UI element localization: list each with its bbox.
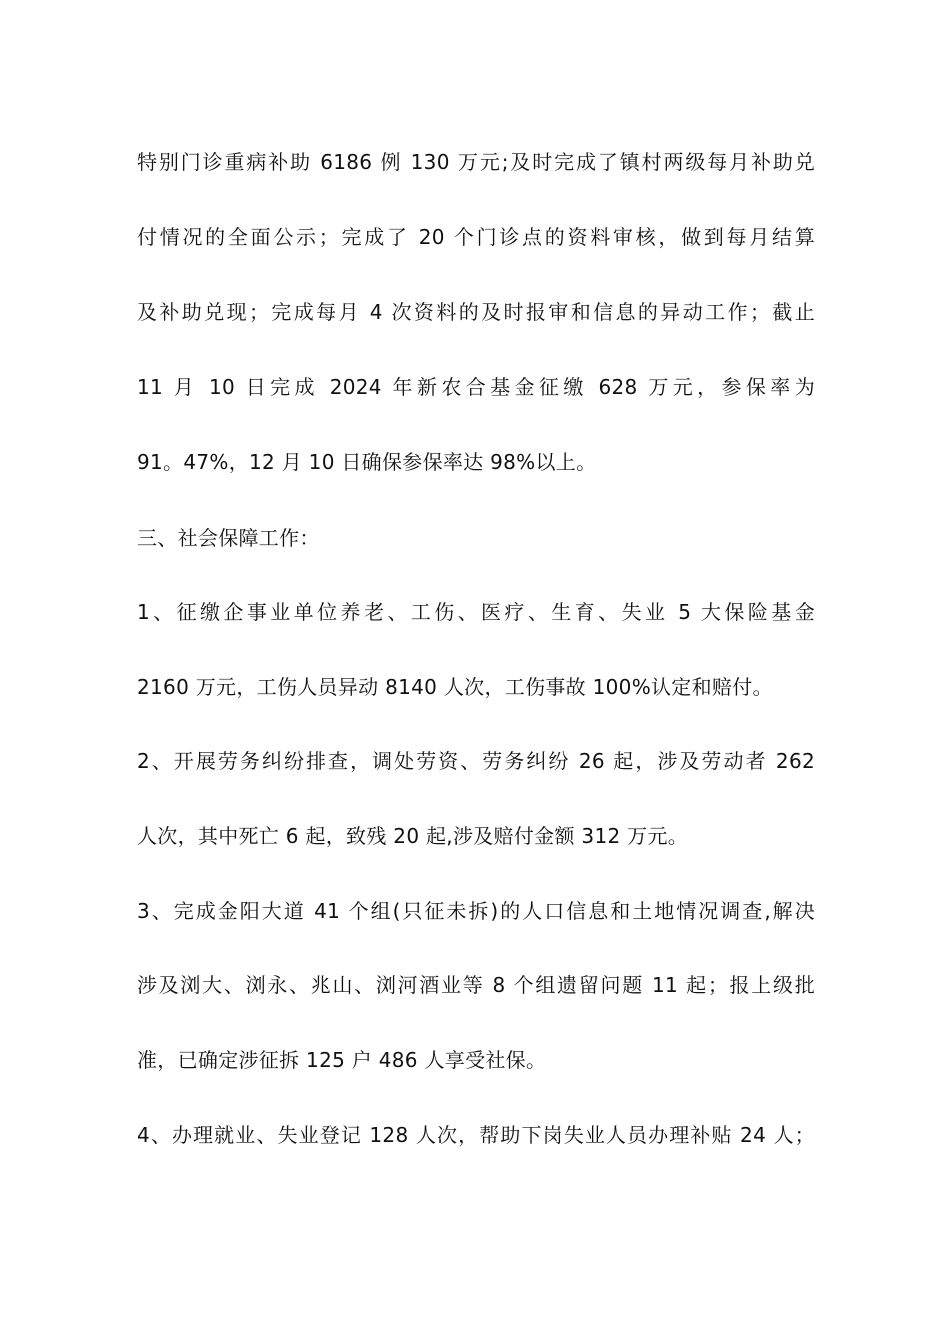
text-line: 2、开展劳务纠纷排查，调处劳资、劳务纠纷 26 起，涉及劳动者 262 — [137, 749, 815, 773]
text-line: 91。47%，12 月 10 日确保参保率达 98%以上。 — [137, 450, 597, 474]
text-line: 及补助兑现；完成每月 4 次资料的及时报审和信息的异动工作；截止 — [137, 300, 815, 324]
section-heading: 三、社会保障工作： — [137, 526, 320, 550]
text-line: 1、征缴企事业单位养老、工伤、医疗、生育、失业 5 大保险基金 — [137, 600, 815, 624]
text-line: 付情况的全面公示；完成了 20 个门诊点的资料审核，做到每月结算 — [137, 225, 815, 249]
text-line: 特别门诊重病补助 6186 例 130 万元;及时完成了镇村两级每月补助兑 — [137, 150, 815, 174]
text-line: 4、办理就业、失业登记 128 人次，帮助下岗失业人员办理补贴 24 人； — [137, 1123, 815, 1147]
text-line: 人次，其中死亡 6 起，致残 20 起,涉及赔付金额 312 万元。 — [137, 824, 689, 848]
text-line: 3、完成金阳大道 41 个组(只征未拆)的人口信息和土地情况调查,解决 — [137, 899, 815, 923]
text-line: 准，已确定涉征拆 125 户 486 人享受社保。 — [137, 1048, 547, 1072]
text-line: 11 月 10 日完成 2024 年新农合基金征缴 628 万元，参保率为 — [137, 375, 815, 399]
text-line: 涉及浏大、浏永、兆山、浏河酒业等 8 个组遗留问题 11 起；报上级批 — [137, 973, 815, 997]
text-line: 2160 万元，工伤人员异动 8140 人次，工伤事故 100%认定和赔付。 — [137, 675, 773, 699]
